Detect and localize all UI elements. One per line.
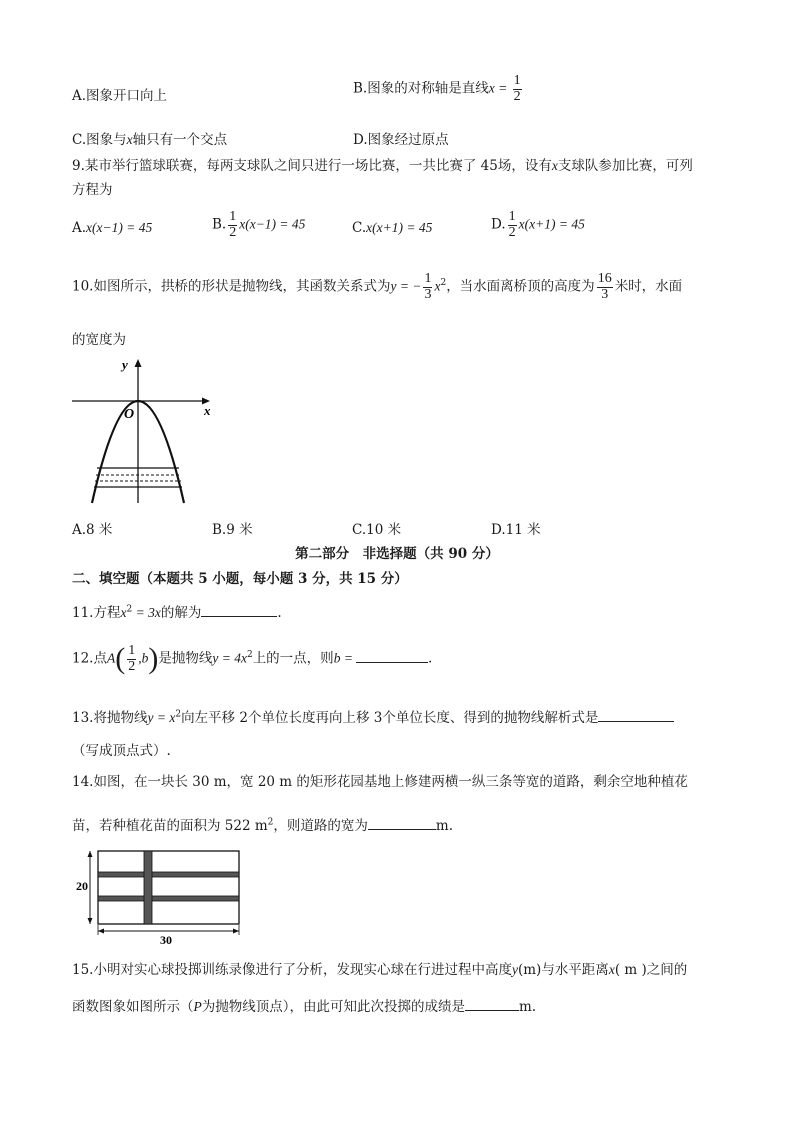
arrow-left-icon: [98, 929, 104, 934]
horizontal-road: [98, 872, 239, 877]
q12-curve-exponent: 2: [246, 650, 253, 661]
arrow-right-icon: [233, 929, 239, 934]
q8-option-b: [353, 74, 524, 104]
q9-option-a-label: A.: [72, 220, 87, 236]
fraction-numerator: 1: [128, 643, 136, 658]
q13-text: 13.将抛物线: [72, 710, 148, 726]
q15-x-unit: ( m ): [614, 962, 647, 978]
q9-stem-var: x: [551, 158, 558, 173]
q13-line2: （写成顶点式）.: [72, 743, 171, 759]
q14-text: 苗，若种植花苗的面积为 522 m: [72, 818, 268, 834]
q13-answer-blank[interactable]: [598, 707, 674, 722]
q10-func-rhs: x: [434, 278, 441, 294]
q12-point-name: A: [106, 650, 116, 666]
q8-option-c-var: x: [126, 132, 133, 147]
x-axis-label: x: [204, 403, 211, 418]
q9-option-d-label: D.: [491, 216, 506, 233]
q9-stem-line1: [72, 154, 693, 174]
q9-option-d-expr: x(x+1) = 45: [518, 216, 585, 232]
fraction-denominator: 2: [229, 224, 237, 240]
q10-option-a: A.8 米: [72, 522, 113, 538]
q12-text: 12.点: [72, 650, 107, 667]
q8-option-c-text: C.图象与: [72, 132, 127, 148]
q13-line1: [72, 706, 674, 726]
q8-option-b-var: x: [488, 80, 495, 96]
q9-option-b-label: B.: [212, 216, 227, 233]
fraction-denominator: 2: [508, 224, 516, 240]
q8-option-a: A.图象开口向上: [72, 88, 168, 104]
q8-option-d: D.图象经过原点: [353, 132, 449, 148]
q11-expr-exponent: 2: [126, 604, 133, 615]
y-axis-arrow-icon: [135, 359, 142, 367]
fraction-numerator: 1: [229, 209, 237, 224]
q14-middle: ，则道路的宽为: [273, 818, 368, 834]
q9-stem-text: 9.某市举行篮球联赛，每两支球队之间只进行一场比赛，一共比赛了 45场，设有: [72, 158, 552, 174]
q10-stem-suffix: 米时，水面: [614, 278, 683, 295]
q14-unit: m.: [435, 818, 453, 834]
q12-curve: y = 4x: [212, 650, 247, 666]
q15-middle: 与水平距离: [541, 962, 609, 978]
q12-fraction: [127, 644, 136, 674]
left-paren: (: [115, 642, 126, 676]
q9-option-a-expr: x(x−1) = 45: [86, 220, 153, 235]
section-heading: 二、填空题（本题共 5 小题，每小题 3 分，共 15 分）: [72, 571, 408, 587]
q9-option-d-fraction: [508, 210, 517, 240]
y-axis-label: y: [122, 357, 128, 372]
q15-y-var: y: [511, 962, 518, 977]
q10-stem-middle: ，当水面离桥顶的高度为: [446, 278, 595, 295]
q9-option-b-expr: x(x−1) = 45: [239, 216, 306, 232]
q15-text: 15.小明对实心球投掷训练录像进行了分析，发现实心球在行进过程中高度: [72, 962, 512, 978]
q12-point-b: ,b: [138, 650, 149, 666]
q14-garden-figure: [72, 848, 244, 944]
height-label: 20: [76, 879, 88, 893]
fraction-denominator: 3: [601, 286, 609, 302]
q8-option-b-eq: =: [494, 80, 511, 96]
q15-x-var: x: [608, 962, 615, 977]
q10-height-fraction: [597, 272, 613, 302]
fraction-denominator: 3: [424, 286, 432, 302]
q14-line1: 14.如图，在一块长 30 m，宽 20 m 的矩形花园基地上修建两横一纵三条等宽的道路，剩余空地种植花: [72, 774, 688, 790]
q10-option-d: D.11 米: [491, 522, 541, 538]
part2-heading: 第二部分 非选择题（共 90 分）: [295, 546, 499, 562]
q11-answer-blank[interactable]: [201, 602, 277, 617]
q11-text: 11.方程: [72, 605, 121, 621]
fraction-denominator: 2: [513, 88, 521, 104]
q14-exponent: 2: [267, 817, 274, 828]
q15-line2: [72, 995, 536, 1015]
q15-line2-text: 函数图象如图所示（: [72, 999, 194, 1015]
q10-func-exponent: 2: [440, 278, 447, 289]
q9-option-b-fraction: [228, 210, 237, 240]
q10-option-b: B.9 米: [212, 522, 253, 538]
q9-option-c-label: C.: [352, 220, 367, 236]
q10-func-lhs: y = −: [390, 278, 422, 294]
q10-stem-text: 10.如图所示，拱桥的形状是抛物线，其函数关系式为: [72, 278, 391, 295]
q12-answer-blank[interactable]: [356, 648, 428, 663]
q13-suffix: 向左平移 2个单位长度再向上移 3个单位长度、得到的抛物线解析式是: [181, 710, 599, 726]
q12-line: [72, 644, 432, 674]
q9-option-c-expr: x(x+1) = 45: [366, 220, 433, 235]
q9-stem-suffix: 支球队参加比赛，可列: [557, 158, 693, 174]
fraction-denominator: 2: [128, 658, 136, 674]
q11-expr-base: x: [120, 605, 127, 620]
q11-line: [72, 601, 282, 621]
width-label: 30: [160, 933, 172, 944]
q10-parabola-figure: [70, 355, 230, 507]
q15-p-var: P: [193, 999, 202, 1014]
fraction-numerator: 1: [513, 73, 521, 88]
q10-stem-line1: [72, 272, 682, 302]
q15-y-unit: (m): [517, 962, 542, 978]
q15-unit: m.: [519, 999, 537, 1015]
q11-expr-rest: = 3x: [132, 605, 161, 620]
horizontal-road: [98, 896, 239, 901]
q13-curve-exponent: 2: [175, 709, 182, 720]
q8-option-c-suffix: 轴只有一个交点: [132, 132, 228, 148]
q14-answer-blank[interactable]: [368, 815, 436, 830]
q12-b-eq: b =: [333, 650, 353, 666]
q11-suffix: 的解为: [160, 605, 202, 621]
q9-stem-line2: 方程为: [72, 182, 113, 198]
origin-label: O: [124, 407, 135, 422]
q15-end: 之间的: [646, 962, 688, 978]
garden-rect: [98, 851, 239, 924]
q15-answer-blank[interactable]: [465, 996, 519, 1011]
q9-option-d: [491, 210, 585, 240]
q8-option-c: [72, 128, 227, 148]
fraction-numerator: 16: [597, 271, 612, 286]
q15-line1: [72, 958, 687, 978]
fraction-numerator: 1: [508, 209, 516, 224]
q13-curve: y = x: [147, 710, 176, 725]
q12-middle: 是抛物线: [158, 650, 213, 667]
q14-line2: [72, 814, 453, 834]
q8-option-b-fraction: [513, 74, 522, 104]
right-paren: ): [148, 642, 159, 676]
q10-stem-line2: 的宽度为: [72, 332, 126, 348]
arrow-down-icon: [88, 918, 93, 924]
q9-option-b: [212, 210, 305, 240]
q11-end: .: [277, 605, 282, 621]
q10-func-fraction: [423, 272, 432, 302]
q8-option-b-text: B.图象的对称轴是直线: [353, 80, 489, 97]
q15-line2-middle: 为抛物线顶点），由此可知此次投掷的成绩是: [201, 999, 465, 1015]
fraction-numerator: 1: [424, 271, 432, 286]
arrow-up-icon: [88, 851, 93, 857]
q10-option-c: C.10 米: [352, 522, 402, 538]
vertical-road: [144, 851, 152, 924]
q9-option-a: [72, 220, 152, 236]
q12-after: 上的一点，则: [252, 650, 334, 667]
q12-end: .: [427, 650, 433, 667]
q9-option-c: [352, 220, 432, 236]
